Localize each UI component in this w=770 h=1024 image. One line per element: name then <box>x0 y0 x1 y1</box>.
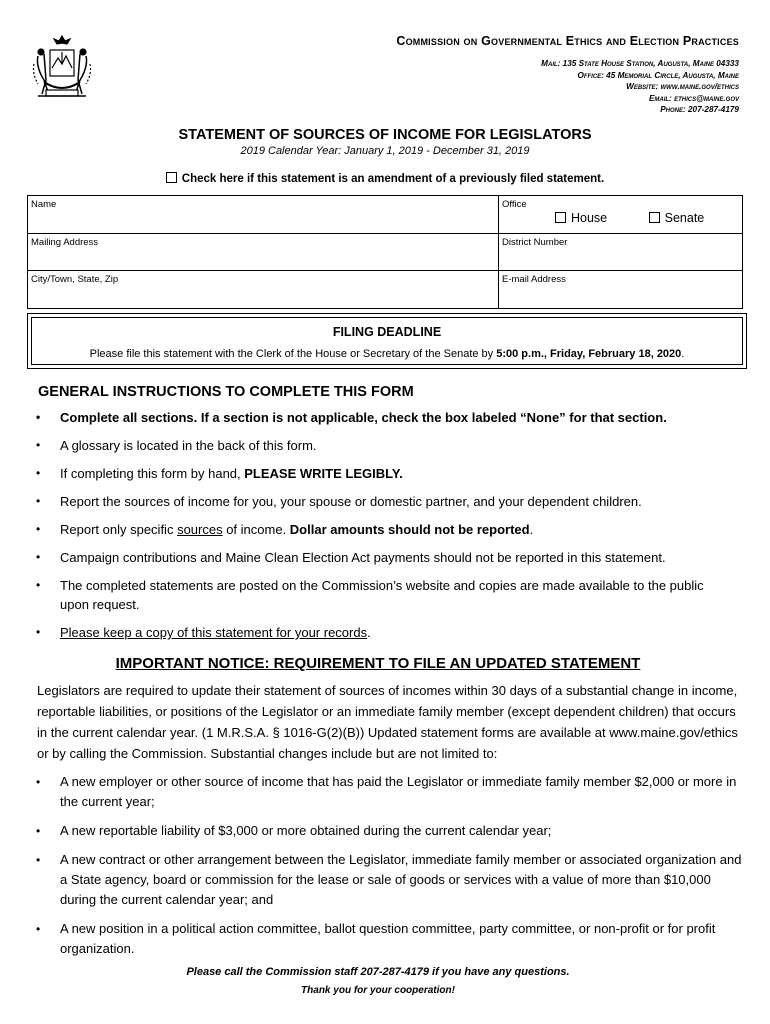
instruction-text: . <box>529 522 534 537</box>
house-label: House <box>571 211 608 225</box>
mailing-address-field[interactable] <box>28 234 499 271</box>
legislator-info-grid <box>27 195 743 309</box>
form-subtitle: 2019 Calendar Year: January 1, 2019 - December 31, 2019 <box>240 145 530 157</box>
city-state-zip-label: City/Town, State, Zip <box>31 274 119 285</box>
instruction-underline: Please keep a copy of this statement for your records <box>60 625 368 640</box>
office-field <box>499 196 742 234</box>
mailing-address-label: Mailing Address <box>31 237 99 248</box>
house-option[interactable] <box>555 211 607 225</box>
instruction-item <box>36 623 736 642</box>
city-state-zip-field[interactable] <box>28 271 499 308</box>
instruction-item <box>36 520 736 539</box>
contact-website[interactable]: Website: www.maine.gov/ethics <box>626 82 739 92</box>
organization-name: Commission on Governmental Ethics and Election Practices <box>396 34 739 48</box>
senate-label: Senate <box>664 211 705 225</box>
footer-questions: Please call the Commission staff 207-287-4179 if you have any questions. <box>186 966 570 978</box>
instruction-item: • The completed statements are posted on the Commission’s website and copies are made available to the public upon request. <box>36 576 736 614</box>
house-checkbox[interactable] <box>555 212 566 223</box>
filing-deadline-box <box>27 313 747 369</box>
instruction-emphasis: PLEASE WRITE LEGIBLY. <box>244 466 403 481</box>
district-number-label: District Number <box>502 237 568 248</box>
instruction-text: Report only specific <box>60 522 178 537</box>
instruction-item: • Campaign contributions and Maine Clean Election Act payments should not be reported in this statement. <box>36 548 736 567</box>
senate-option[interactable] <box>649 211 705 225</box>
district-number-field[interactable] <box>499 234 742 271</box>
filing-deadline-title: FILING DEADLINE <box>332 325 442 339</box>
deadline-date: 5:00 p.m., Friday, February 18, 2020 <box>496 348 682 360</box>
filing-deadline-text <box>32 348 742 360</box>
filing-deadline-inner-border <box>31 317 743 365</box>
maine-state-seal <box>30 34 94 100</box>
instruction-item: • A glossary is located in the back of this form. <box>36 436 736 455</box>
notice-paragraph: Legislators are required to update their statement of sources of incomes within 30 days of a substantial change in income, reportable liabilities, or positions of the Legislator or an immediate family member (except dependent children) that occurs in the current calendar year. (1 M.R.S.A. § 1016-G(2)(B)) Updated statement forms are available at www.maine.gov/ethics or by calling the Commission. Substantial changes include but are not limited to: <box>37 683 738 761</box>
notice-item: • A new contract or other arrangement between the Legislator, immediate family member or associated organization and a State agency, board or commission for the lease or sale of goods or services with a value of more than $10,000 during the current calendar year; and <box>36 850 745 910</box>
office-label: Office <box>502 199 527 210</box>
instruction-item: • Report the sources of income for you, your spouse or domestic partner, and your dependent children. <box>36 492 736 511</box>
name-field[interactable] <box>28 196 499 234</box>
notice-body <box>37 680 745 959</box>
instruction-emphasis: Dollar amounts should not be reported <box>289 522 530 537</box>
instruction-text: of income. <box>222 522 290 537</box>
office-options <box>555 211 704 225</box>
deadline-text-end: . <box>681 348 685 360</box>
amendment-row <box>0 172 770 185</box>
notice-title: IMPORTANT NOTICE: REQUIREMENT TO FILE AN UPDATED STATEMENT <box>115 655 641 672</box>
instruction-item: • Complete all sections. If a section is not applicable, check the box labeled “None” for that section. <box>36 408 736 427</box>
notice-item: • A new reportable liability of $3,000 or more obtained during the current calendar year; <box>36 821 745 841</box>
instructions-list <box>36 408 736 642</box>
email-label: E-mail Address <box>502 274 566 285</box>
footer-thanks: Thank you for your cooperation! <box>301 985 455 996</box>
contact-block <box>541 58 739 116</box>
instruction-underline: sources <box>177 522 223 537</box>
instruction-text: If completing this form by hand, <box>60 466 245 481</box>
notice-item: • A new employer or other source of income that has paid the Legislator or immediate family member $2,000 or more in the current year; <box>36 772 745 812</box>
instructions-title: GENERAL INSTRUCTIONS TO COMPLETE THIS FORM <box>38 384 414 400</box>
instruction-item <box>36 464 736 483</box>
email-field[interactable] <box>499 271 742 308</box>
senate-checkbox[interactable] <box>649 212 660 223</box>
instruction-text: . <box>367 625 371 640</box>
contact-email[interactable]: Email: ethics@maine.gov <box>648 93 739 103</box>
deadline-text-start: Please file this statement with the Clerk of the House or Secretary of the Senate by <box>89 348 497 360</box>
name-label: Name <box>31 199 57 210</box>
contact-office: Office: 45 Memorial Circle, Augusta, Maine <box>577 70 739 80</box>
notice-item: • A new position in a political action committee, ballot question committee, party committee, or non-profit or for profit organization. <box>36 919 745 959</box>
contact-phone: Phone: 207-287-4179 <box>660 105 739 115</box>
contact-mail: Mail: 135 State House Station, Augusta, Maine 04333 <box>541 59 739 68</box>
amendment-label: Check here if this statement is an amendment of a previously filed statement. <box>181 173 605 185</box>
amendment-checkbox[interactable] <box>166 172 177 183</box>
form-title: STATEMENT OF SOURCES OF INCOME FOR LEGISLATORS <box>178 127 592 143</box>
notice-list <box>36 772 745 959</box>
